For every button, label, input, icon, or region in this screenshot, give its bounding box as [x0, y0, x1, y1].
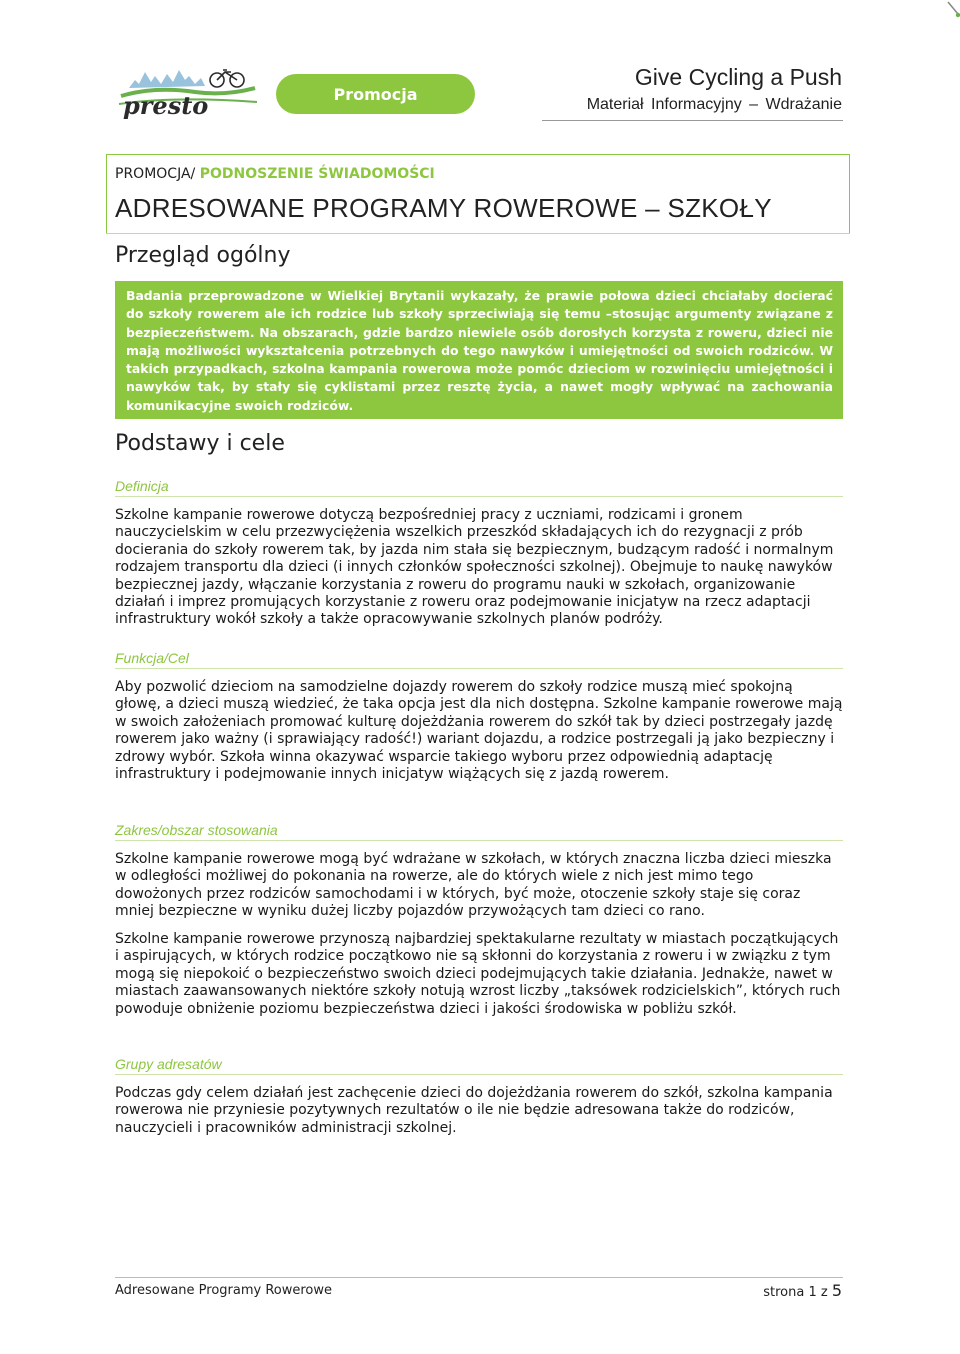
page-number — [763, 1281, 842, 1300]
function-divider — [115, 668, 843, 669]
section-kicker — [115, 166, 435, 182]
header-title: Give Cycling a Push — [634, 64, 842, 90]
definition-text: Szkolne kampanie rowerowe dotyczą bezpośredniej pracy z uczniami, rodzicami i gronem nauczycielskim w celu przezwyciężenia wszelkich przeszkód składających ich do rezygnacji z prób docierania do szkoły rowerem tak, by jazda nim stała się bezpiecznym, budzącym radość i normalnym rodzajem transportu dla dzieci (i innych członków społeczności szkolnej). Obejmuje to naukę nawyków bezpiecznej jazdy, włączanie korzystania z roweru do programu nauki w szkołach, organizowanie działań i imprez promujących korzystanie z roweru oraz podejmowanie inicjatyw na rzecz adaptacji infrastruktury wokół szkoły a także opracowywanie szkolnych planów podróży. — [115, 507, 834, 628]
kicker-prefix: PROMOCJA/ — [115, 166, 200, 182]
header-divider — [542, 120, 843, 121]
presto-logo — [115, 58, 265, 120]
footer-divider — [115, 1277, 843, 1278]
scope-text-2: Szkolne kampanie rowerowe przynoszą najbardziej spektakularne rezultaty w miastach początkujących i aspirujących, w których rodzice początkowo nie są skłonni do korzystania z roweru i w związku z tym mogą się niepokoić o bezpieczeństwo swoich dzieci podejmujących takie działania. Jednakże, nawet w miastach zaawansowanych niektóre szkoły notują wzrost liczby „taksówek rodzicielskich”, których ruch powoduje obniżenie poziomu bezpieczeństwa dzieci i jakości środowiska w pobliżu szkół. — [115, 931, 841, 1017]
promo-badge — [276, 74, 475, 114]
kicker-highlight: PODNOSZENIE ŚWIADOMOŚCI — [199, 166, 435, 182]
page-current: 1 — [808, 1285, 817, 1300]
groups-text: Podczas gdy celem działań jest zachęcenie dzieci do dojeżdżania rowerem do szkół, szkolna kampania rowerowa nie przyniesie pozytywnych rezultatów o ile nie będzie adresowana także do rodziców, nauczycieli i pracowników administracji szkolnej. — [115, 1085, 833, 1136]
scope-heading: Zakres/obszar stosowania — [115, 822, 278, 838]
scope-divider — [115, 840, 843, 841]
definition-heading: Definicja — [115, 478, 169, 494]
definition-divider — [115, 496, 843, 497]
page-separator: z — [816, 1285, 832, 1300]
header-subtitle: Materiał Informacyjny – Wdrażanie — [586, 96, 842, 113]
title-divider — [106, 233, 850, 234]
logo-wordmark: presto — [123, 91, 209, 120]
overview-heading: Przegląd ogólny — [115, 243, 291, 268]
page-prefix: strona — [763, 1285, 809, 1300]
promo-label: Promocja — [333, 84, 418, 104]
footer-document-title: Adresowane Programy Rowerowe — [115, 1283, 333, 1298]
scope-text-1: Szkolne kampanie rowerowe mogą być wdrażane w szkołach, w których znaczna liczba dzieci mieszka w odległości możliwej do pokonania na rowerze, ale do których wiele z nich jest mimo tego dowożonych przez rodziców samochodami i w których, być może, otoczenie szkoły staje się coraz mniej bezpieczne w wyniku dużej liczby pojazdów przywożących tam dzieci co rano. — [115, 851, 832, 920]
function-text: Aby pozwolić dzieciom na samodzielne dojazdy rowerem do szkoły rodzice muszą mieć spokojną głowę, a dzieci muszą wiedzieć, że taka opcja jest dla nich dostępna. Szkolne kampanie rowerowe mają w swoich założeniach promować kulturę dojeżdżania rowerem do szkół tak by dzieci postrzegały jazdę rowerem jako ważny (i sprawiający radość!) wariant dojazdu, a rodzice postrzegali ją jako bezpieczny i zdrowy wybór. Szkoła winna okazywać wsparcie takiego wyboru przez odpowiednią adaptację infrastruktury i podejmowanie innych inicjatyw wiążących się z jazdą rowerem. — [115, 679, 843, 783]
summary-box: Badania przeprowadzone w Wielkiej Brytanii wykazały, że prawie połowa dzieci chciałaby docierać do szkoły rowerem ale ich rodzice lub szkoły sprzeciwiają się temu –stosując argumenty związane z bezpieczeństwem. Na obszarach, gdzie bardzo niewiele osób dorosłych korzysta z roweru, dzieci nie mają możliwości wykształcenia potrzebnych do tego nawyków i umiejętności od swoich rodziców. W takich przypadkach, szkolna kampania rowerowa może pomóc dzieciom w rozwinięciu umiejętności i nawyków tak, by stały się cyklistami przez resztę życia, a nawet mogły wpływać na zachowania komunikacyjne swoich rodziców. — [115, 281, 843, 419]
function-heading: Funkcja/Cel — [115, 650, 189, 666]
corner-mark-icon — [946, 0, 960, 18]
basics-heading: Podstawy i cele — [115, 431, 285, 456]
page-total: 5 — [831, 1281, 842, 1300]
groups-heading: Grupy adresatów — [115, 1056, 222, 1072]
page-title: ADRESOWANE PROGRAMY ROWEROWE – SZKOŁY — [115, 193, 772, 223]
groups-divider — [115, 1074, 843, 1075]
